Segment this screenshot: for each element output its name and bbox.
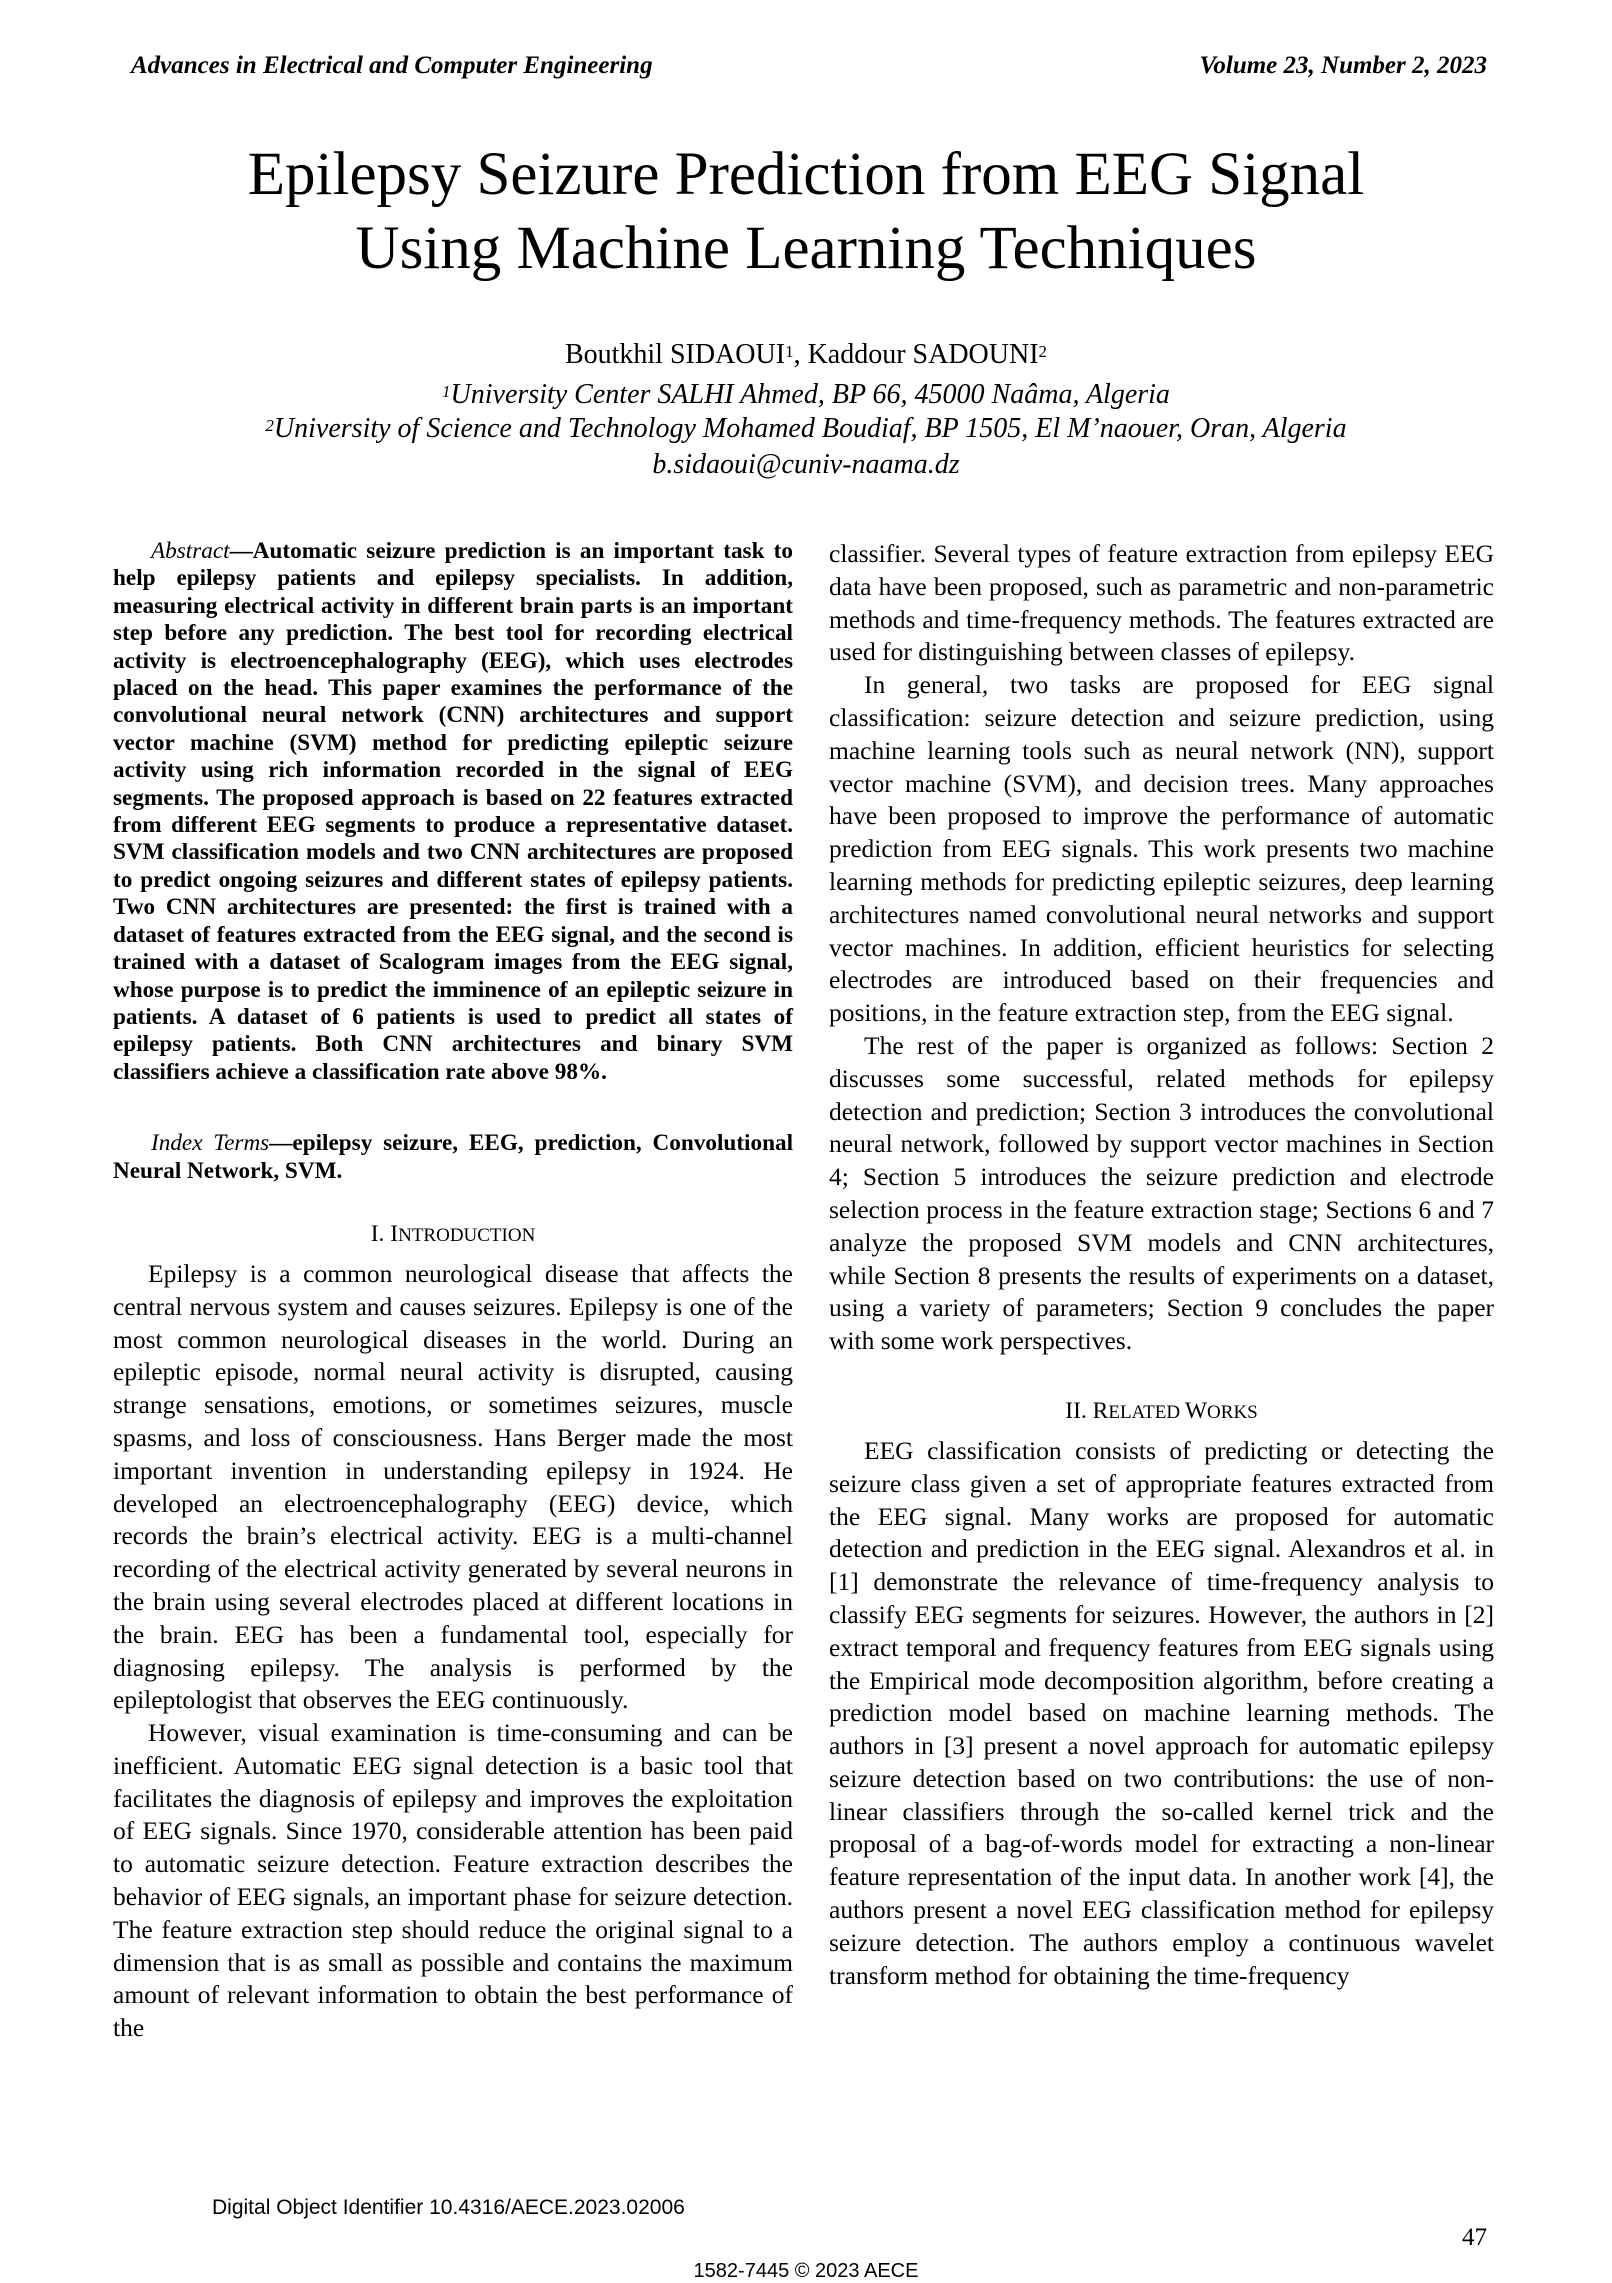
author-2-affiliation-mark: 2 [1038, 342, 1048, 361]
page-number: 47 [1462, 2224, 1487, 2251]
affiliation-1 [100, 378, 1512, 412]
intro-paragraph-4: The rest of the paper is organized as follows: Section 2 discusses some successful, related methods for epilepsy detection and prediction; Section 3 introduces the convolutional neural network, followed by support vector machines in Section 4; Section 5 introduces the seizure prediction and electrode selection process in the feature extraction stage; Sections 6 and 7 analyze the proposed SVM models and CNN architectures, while Section 8 presents the results of experiments on a dataset, using a variety of parameters; Section 9 concludes the paper with some work perspectives. [829, 1030, 1494, 1356]
abstract [113, 538, 793, 1086]
author-email: b.sidaoui@cuniv-naama.dz [652, 449, 960, 480]
index-terms-label: Index Terms [151, 1130, 270, 1157]
title-line-2: Using Machine Learning Techniques [355, 215, 1257, 282]
index-terms-text: —epilepsy seizure, EEG, prediction, Convolutional Neural Network, SVM. [113, 1130, 794, 1184]
section-title-initial: R [1092, 1397, 1109, 1424]
abstract-label: Abstract [151, 538, 230, 564]
section-heading-related-works [829, 1398, 1494, 1425]
affiliation-1-text: University Center SALHI Ahmed, BP 66, 45000 Naâma, Algeria [450, 379, 1170, 410]
intro-paragraph-2: However, visual examination is time-consuming and can be inefficient. Automatic EEG signal detection is a basic tool that facilitates the diagnosis of epilepsy and improves the exploitation of EEG signals. Since 1970, considerable attention has been paid to automatic seizure detection. Feature extraction describes the behavior of EEG signals, an important phase for seizure detection. The feature extraction step should reduce the original signal to a dimension that is as small as possible and contains the maximum amount of relevant information to obtain the best performance of the [113, 1718, 793, 2043]
doi-footer: Digital Object Identifier 10.4316/AECE.2023.02006 [212, 2196, 685, 2219]
section-number: II. [1065, 1397, 1087, 1424]
related-works-paragraph-1: EEG classification consists of predicting or detecting the seizure class given a set of appropriate features extracted from the EEG signal. Many works are proposed for automatic detection and prediction in the EEG signal. Alexandros et al. in [1] demonstrate the relevance of time-frequency analysis to classify EEG segments for seizures. However, the authors in [2] extract temporal and frequency features from EEG signals using the Empirical mode decomposition algorithm, before creating a prediction model based on machine learning methods. The authors in [3] present a novel approach for automatic epilepsy seizure detection based on two contributions: the use of non-linear classifiers through the so-called kernel trick and the proposal of a bag-of-words model for extracting a non-linear feature representation of the input data. In another work [4], the authors present a novel EEG classification method for epilepsy seizure detection. The authors employ a continuous wavelet transform method for obtaining the time-frequency [829, 1435, 1494, 1990]
copyright-footer: 1582-7445 © 2023 AECE [693, 2260, 919, 2282]
author-2: Kaddour SADOUNI [807, 339, 1039, 370]
section-number: I. [370, 1220, 385, 1247]
affiliation-2-text: University of Science and Technology Mohamed Boudiaf, BP 1505, El M’naouer, Oran, Algeria [273, 413, 1347, 444]
section-heading-introduction [113, 1221, 793, 1248]
title-line-1: Epilepsy Seizure Prediction from EEG Signal [247, 141, 1365, 208]
intro-paragraph-1: Epilepsy is a common neurological disease that affects the central nervous system and causes seizures. Epilepsy is one of the most common neurological diseases in the world. During an epileptic episode, normal neural activity is disrupted, causing strange sensations, emotions, or sometimes seizures, muscle spasms, and loss of consciousness. Hans Berger made the most important invention in understanding epilepsy in 1924. He developed an electroencephalography (EEG) device, which records the brain’s electrical activity. EEG is a multi-channel recording of the electrical activity generated by several neurons in the brain using several electrodes placed at different locations in the brain. EEG has been a fundamental tool, especially for diagnosing epilepsy. The analysis is performed by the epileptologist that observes the EEG continuously. [113, 1258, 793, 1715]
section-title-rest: ELATED [1108, 1401, 1185, 1423]
abstract-text: —Automatic seizure prediction is an important task to help epilepsy patients and epilepsy specialists. In addition, measuring electrical activity in different brain parts is an important step before any prediction. The best tool for recording electrical activity is electroencephalography (EEG), which uses electrodes placed on the head. This paper examines the performance of the convolutional neural network (CNN) architectures and support vector machine (SVM) method for predicting epileptic seizure activity using rich information recorded in the signal of EEG segments. The proposed approach is based on 22 features extracted from different EEG segments to produce a representative dataset. SVM classification models and two CNN architectures are proposed to predict ongoing seizures and different states of epilepsy patients. Two CNN architectures are presented: the first is trained with a dataset of features extracted from the EEG signal, and the second is trained with a dataset of Scalogram images from the EEG signal, whose purpose is to predict the imminence of an epileptic seizure in patients. A dataset of 6 patients is used to predict all states of epilepsy patients. Both CNN architectures and binary SVM classifiers achieve a classification rate above 98%. [113, 538, 793, 1085]
affiliation-2-mark: 2 [265, 416, 274, 435]
author-list [100, 338, 1512, 372]
section-title-initial: I [390, 1220, 399, 1247]
author-1-affiliation-mark: 1 [785, 342, 794, 361]
right-column [829, 538, 1494, 1992]
affiliation-2 [100, 412, 1512, 446]
journal-name: Advances in Electrical and Computer Engineering [131, 52, 653, 79]
affiliation-1-mark: 1 [442, 382, 451, 401]
author-1: Boutkhil SIDAOUI [564, 339, 786, 370]
index-terms [113, 1130, 793, 1185]
section-title-initial: W [1184, 1397, 1208, 1424]
section-title-rest: ORKS [1207, 1401, 1258, 1423]
author-separator: , [793, 339, 808, 370]
volume-info: Volume 23, Number 2, 2023 [1199, 52, 1487, 79]
paper-title [100, 138, 1512, 286]
intro-paragraph-3: In general, two tasks are proposed for EEG signal classification: seizure detection and seizure prediction, using machine learning tools such as neural network (NN), support vector machine (SVM), and decision trees. Many approaches have been proposed to improve the performance of automatic prediction from EEG signals. This work presents two machine learning methods for predicting epileptic seizures, deep learning architectures named convolutional neural networks and support vector machines. In addition, efficient heuristics for selecting electrodes are introduced based on their frequencies and positions, in the feature extraction step, from the EEG signal. [829, 670, 1494, 1028]
section-title-rest: NTRODUCTION [398, 1224, 536, 1246]
intro-continuation: classifier. Several types of feature extraction from epilepsy EEG data have been proposed, such as parametric and non-parametric methods and time-frequency methods. The features extracted are used for distinguishing between classes of epilepsy. [829, 539, 1494, 667]
left-column [113, 538, 793, 2045]
